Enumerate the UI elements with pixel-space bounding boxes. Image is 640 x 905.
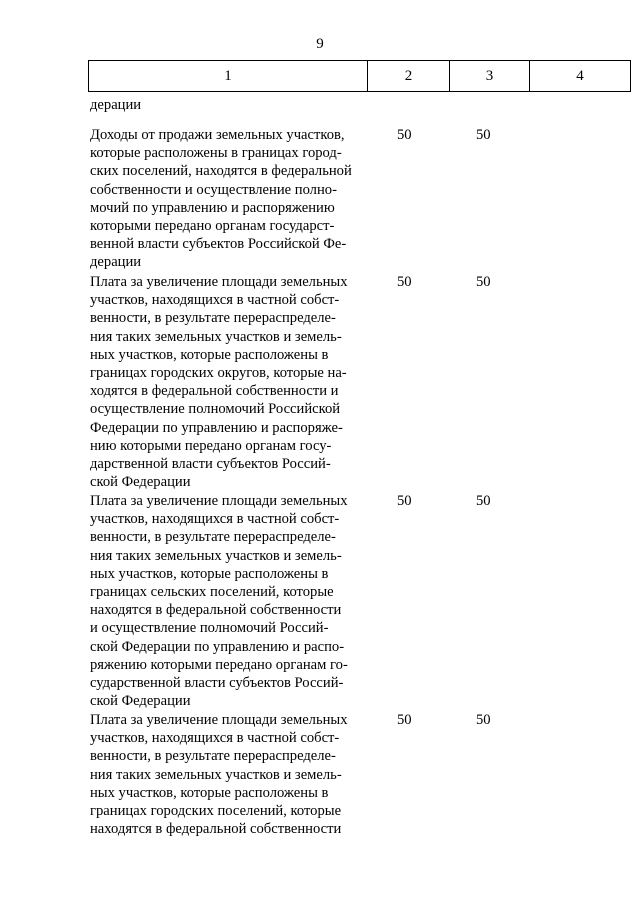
row-description [90, 126, 362, 272]
row-value-col3: 50 [476, 493, 491, 509]
description-line: собственности и осуществление полно- [90, 181, 337, 198]
row-value-col2: 50 [397, 127, 412, 143]
description-line: сударственной власти субъектов Россий- [90, 675, 344, 692]
row-value-col2: 50 [397, 712, 412, 728]
description-line: ской Федерации [90, 474, 191, 491]
description-line: Доходы от продажи земельных участков, [90, 127, 345, 143]
column-header-4: 4 [530, 61, 631, 92]
description-line: ской Федерации [90, 693, 191, 710]
description-line: ных участков, которые расположены в [90, 565, 329, 582]
row-description [90, 711, 362, 838]
description-line: ния таких земельных участков и земель- [90, 766, 342, 783]
description-line: осуществление полномочий Российской [90, 401, 341, 418]
row-value-col3: 50 [476, 712, 491, 728]
description-line: венности, в результате перераспределе- [90, 748, 336, 765]
description-line: ных участков, которые расположены в [90, 346, 329, 363]
description-line: ряжению которыми передано органам го- [90, 656, 348, 673]
column-header-table [88, 60, 631, 92]
description-line: границах городских округов, которые на- [90, 365, 347, 382]
description-line: Плата за увеличение площади земельных [90, 274, 348, 290]
column-header-row [89, 61, 631, 92]
description-line: участков, находящихся в частной собст- [90, 292, 340, 309]
description-line: которые расположены в границах город- [90, 145, 342, 162]
description-line: которыми передано органам государст- [90, 218, 335, 235]
description-line: дарственной власти субъектов Россий- [90, 456, 331, 473]
description-line: участков, находящихся в частной собст- [90, 511, 340, 528]
description-line: ской Федерации по управлению и распо- [90, 638, 345, 655]
description-line: Плата за увеличение площади земельных [90, 493, 348, 509]
description-line: венности, в результате перераспределе- [90, 529, 336, 546]
description-line: ния таких земельных участков и земель- [90, 547, 342, 564]
column-header-3: 3 [450, 61, 530, 92]
description-line: участков, находящихся в частной собст- [90, 730, 340, 747]
description-line: венной власти субъектов Российской Фе- [90, 236, 347, 253]
description-line: венности, в результате перераспределе- [90, 310, 336, 327]
row-value-col2: 50 [397, 274, 412, 290]
description-line: Плата за увеличение площади земельных [90, 712, 348, 728]
description-line: дерации [90, 254, 142, 271]
column-header-1: 1 [89, 61, 368, 92]
description-line: и осуществление полномочий Россий- [90, 620, 329, 637]
description-line: границах городских поселений, которые [90, 803, 342, 820]
description-line: ходятся в федеральной собственности и [90, 383, 339, 400]
description-line: мочий по управлению и распоряжению [90, 199, 335, 216]
description-line: находятся в федеральной собственности [90, 602, 342, 619]
description-line: находятся в федеральной собственности [90, 821, 342, 838]
description-line: границах сельских поселений, которые [90, 584, 334, 601]
row-value-col3: 50 [476, 127, 491, 143]
column-header-2: 2 [368, 61, 450, 92]
description-line: ных участков, которые расположены в [90, 784, 329, 801]
row-value-col3: 50 [476, 274, 491, 290]
description-line: ния таких земельных участков и земель- [90, 328, 342, 345]
row-description [90, 273, 362, 491]
row-description [90, 492, 362, 710]
continuation-text: дерации [90, 97, 142, 113]
description-line: Федерации по управлению и распоряже- [90, 419, 343, 436]
description-line: нию которыми передано органам госу- [90, 437, 332, 454]
row-value-col2: 50 [397, 493, 412, 509]
page-number: 9 [316, 36, 324, 52]
description-line: ских поселений, находятся в федеральной [90, 163, 352, 180]
